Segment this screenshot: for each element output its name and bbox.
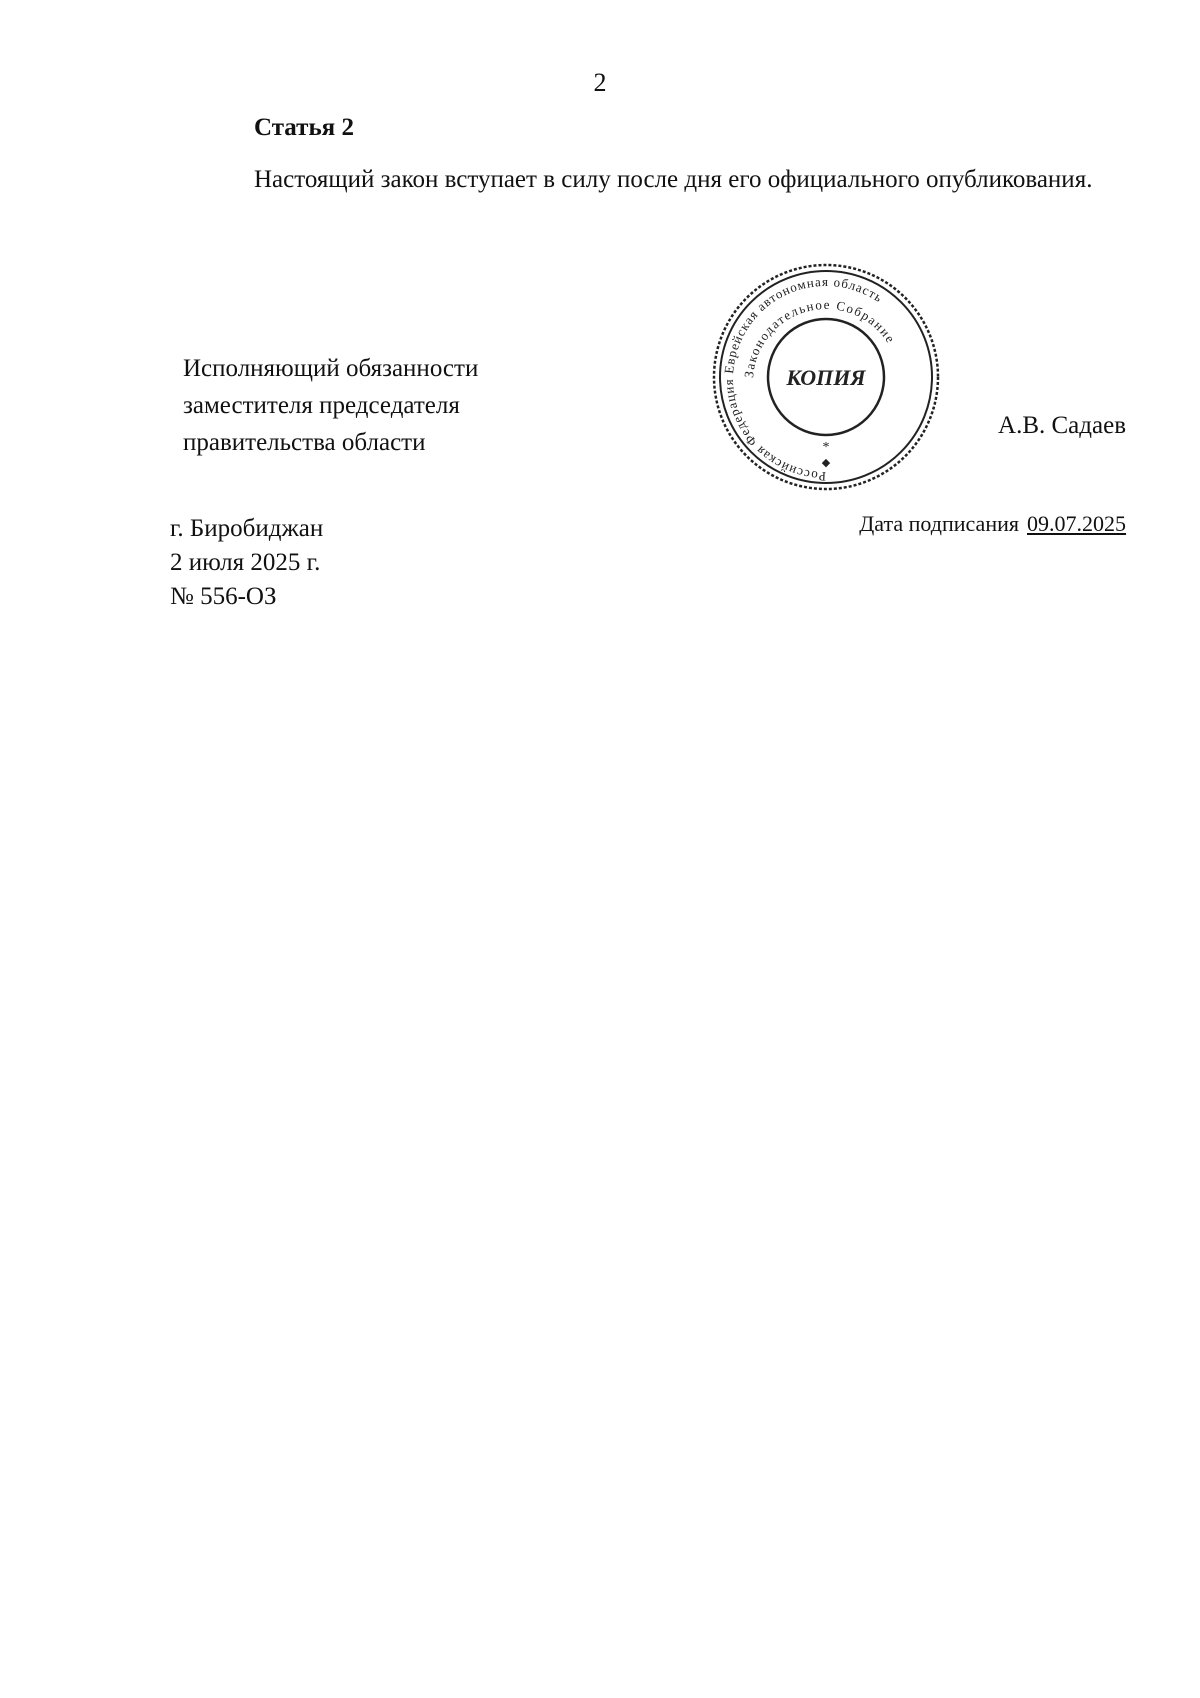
place-date-block (170, 512, 323, 614)
stamp-inner-text: Законодательное Собрание (741, 296, 899, 379)
diamond-icon: ◆ (821, 457, 831, 469)
city: г. Биробиджан (170, 515, 324, 542)
page-number: 2 (593, 68, 607, 97)
signatory-title-line: правительства области (183, 429, 426, 456)
law-number: № 556-ОЗ (170, 583, 277, 610)
star-icon: * (822, 440, 830, 455)
copy-stamp (708, 262, 944, 492)
law-date: 2 июля 2025 г. (170, 549, 321, 576)
article-heading: Статья 2 (254, 114, 354, 141)
signatory-title (183, 350, 478, 461)
signing-date (859, 511, 1126, 537)
signing-date-label: Дата подписания (859, 511, 1019, 536)
stamp-center-text: КОПИЯ (786, 365, 866, 390)
signatory-title-line: заместителя председателя (183, 392, 460, 419)
article-text: Настоящий закон вступает в силу после дня его официального опубликования. (254, 166, 1093, 193)
signing-date-value: 09.07.2025 (1027, 511, 1126, 536)
stamp-outer-text: Российская Федерация Еврейская автономная область (720, 273, 886, 485)
signatory-name: А.В. Садаев (998, 412, 1126, 439)
signatory-title-line: Исполняющий обязанности (183, 355, 479, 382)
